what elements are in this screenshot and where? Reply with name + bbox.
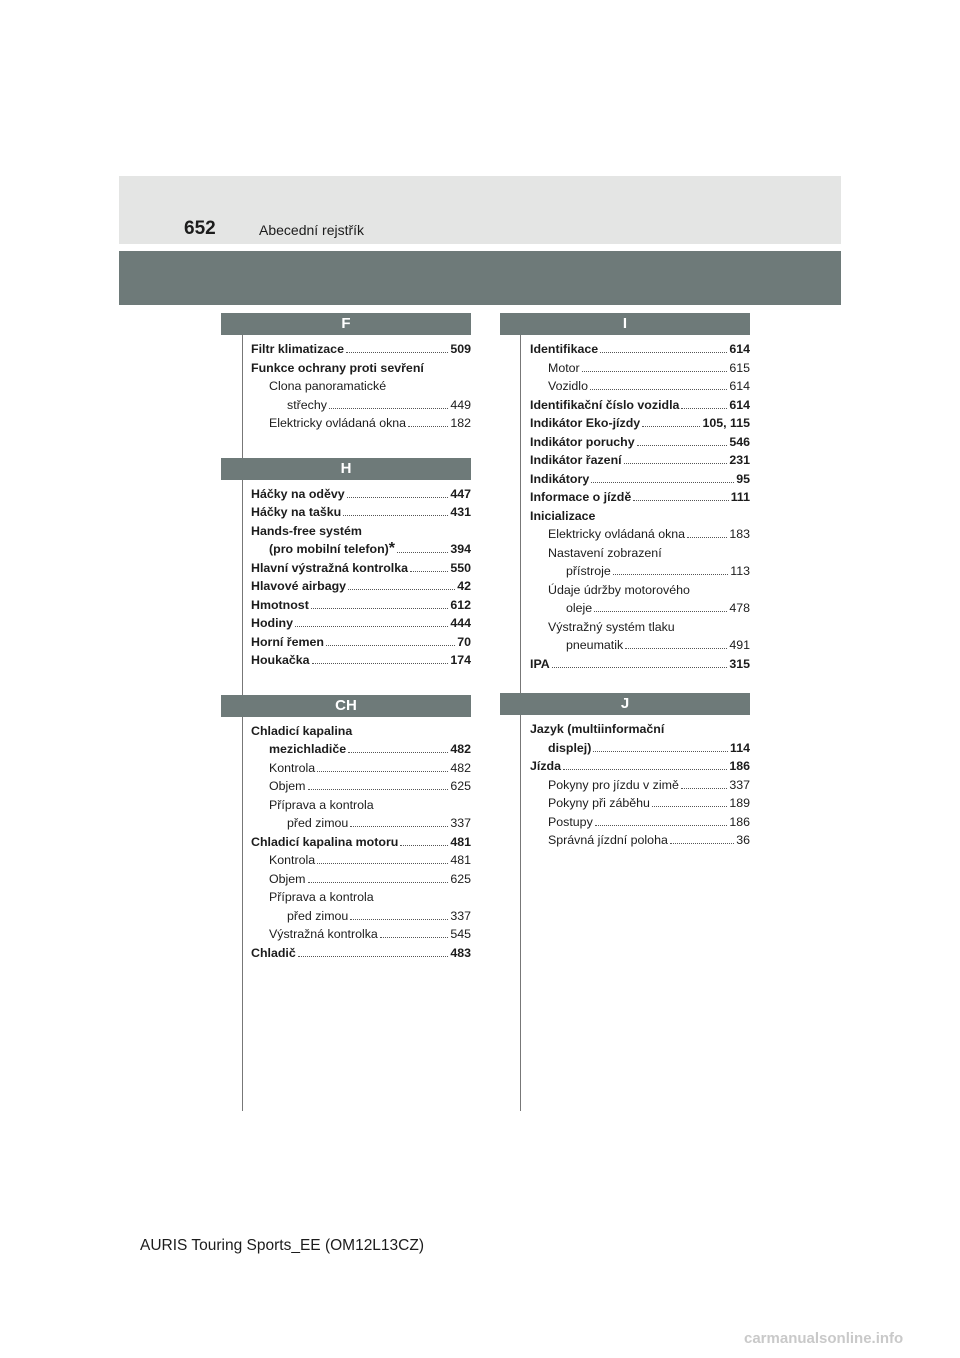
index-column-right: [500, 313, 750, 850]
index-entry-continued[interactable]: (pro mobilní telefon) * 394: [269, 540, 471, 557]
index-entry: Chladicí kapalina: [251, 723, 353, 738]
index-subentry[interactable]: Pokyny při záběhu 189: [548, 796, 750, 810]
letter-header-i: I: [500, 313, 750, 335]
index-entry: Inicializace: [530, 508, 596, 523]
index-entry[interactable]: Hmotnost 612: [251, 597, 471, 612]
index-entry[interactable]: Chladicí kapalina motoru 481: [251, 834, 471, 849]
index-subentry[interactable]: Pokyny pro jízdu v zimě 337: [548, 777, 750, 792]
index-entry[interactable]: Identifikační číslo vozidla 614: [530, 397, 750, 412]
index-entry[interactable]: Identifikace 614: [530, 342, 750, 356]
index-subentry: Údaje údržby motorového: [548, 582, 690, 597]
index-subentry: Příprava a kontrola: [269, 890, 374, 904]
index-subentry[interactable]: přístroje 113: [566, 564, 750, 578]
index-entry[interactable]: Jízda 186: [530, 759, 750, 773]
index-entry: Funkce ochrany proti sevření: [251, 360, 424, 375]
index-subentry[interactable]: Motor 615: [548, 360, 750, 375]
index-subentry[interactable]: před zimou 337: [287, 816, 471, 830]
index-subentry[interactable]: Kontrola 481: [269, 853, 471, 867]
entry-list-i: [500, 340, 750, 673]
index-entry[interactable]: IPA 315: [530, 656, 750, 671]
index-entry[interactable]: Hlavní výstražná kontrolka 550: [251, 560, 471, 575]
section-title: Abecední rejstřík: [259, 222, 365, 238]
entry-list-ch: [221, 722, 471, 963]
index-subentry[interactable]: Objem 625: [269, 779, 471, 793]
index-entry[interactable]: Chladič 483: [251, 945, 471, 960]
letter-header-h: H: [221, 458, 471, 480]
index-entry[interactable]: Hodiny 444: [251, 616, 471, 630]
index-entry[interactable]: Houkačka 174: [251, 653, 471, 667]
index-entry[interactable]: Informace o jízdě 111: [530, 490, 750, 504]
entry-list-j: [500, 720, 750, 850]
index-subentry[interactable]: Elektricky ovládaná okna 182: [269, 416, 471, 430]
index-subentry[interactable]: pneumatik 491: [566, 638, 750, 652]
page-number: 652: [184, 218, 216, 239]
index-subentry: Nastavení zobrazení: [548, 545, 662, 560]
header-band: [119, 176, 841, 244]
index-entry[interactable]: Hlavové airbagy 42: [251, 579, 471, 593]
footer-manual-id: AURIS Touring Sports_EE (OM12L13CZ): [140, 1237, 424, 1254]
index-entry[interactable]: Indikátor poruchy 546: [530, 434, 750, 449]
index-entry[interactable]: Háčky na tašku 431: [251, 505, 471, 519]
index-entry[interactable]: Horní řemen 70: [251, 634, 471, 649]
index-column-left: [221, 313, 471, 962]
index-subentry[interactable]: Kontrola 482: [269, 760, 471, 775]
index-subentry[interactable]: Správná jízdní poloha 36: [548, 833, 750, 847]
index-entry[interactable]: Indikátory 95: [530, 471, 750, 486]
index-entry: Hands-free systém: [251, 523, 362, 538]
letter-header-j: J: [500, 693, 750, 715]
index-subentry: Výstražný systém tlaku: [548, 619, 675, 634]
entry-list-f: [221, 340, 471, 433]
index-entry[interactable]: Háčky na oděvy 447: [251, 486, 471, 501]
index-subentry[interactable]: Objem 625: [269, 871, 471, 886]
index-entry-continued[interactable]: mezichladiče 482: [269, 742, 471, 756]
letter-header-ch: CH: [221, 695, 471, 717]
index-subentry[interactable]: Postupy 186: [548, 814, 750, 829]
index-entry-continued[interactable]: displej) 114: [548, 740, 750, 755]
title-bar: [119, 251, 841, 305]
index-subentry: Clona panoramatické: [269, 379, 387, 393]
watermark: carmanualsonline.info: [744, 1330, 904, 1347]
index-subentry[interactable]: Výstražná kontrolka 545: [269, 927, 471, 941]
index-entry[interactable]: Indikátor řazení 231: [530, 453, 750, 467]
index-subentry[interactable]: oleje 478: [566, 601, 750, 615]
entry-list-h: [221, 485, 471, 670]
index-subentry[interactable]: střechy 449: [287, 397, 471, 412]
index-subentry[interactable]: před zimou 337: [287, 908, 471, 923]
letter-header-f: F: [221, 313, 471, 335]
index-subentry: Příprava a kontrola: [269, 797, 374, 812]
index-entry: Jazyk (multiinformační: [530, 722, 665, 736]
index-subentry[interactable]: Vozidlo 614: [548, 379, 750, 393]
index-entry[interactable]: Indikátor Eko-jízdy 105, 115: [530, 416, 750, 430]
index-entry[interactable]: Filtr klimatizace 509: [251, 342, 471, 356]
index-subentry[interactable]: Elektricky ovládaná okna 183: [548, 527, 750, 541]
